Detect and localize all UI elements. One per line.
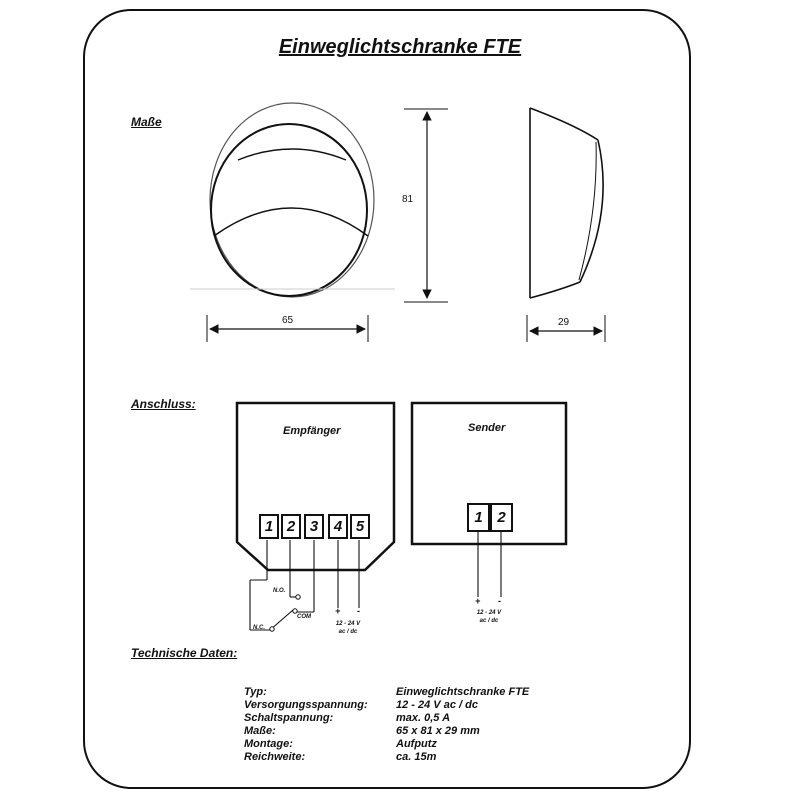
nc-contact-point	[270, 627, 274, 631]
spec-value-montage: Aufputz	[396, 738, 437, 750]
sender-label: Sender	[468, 422, 506, 434]
spec-key-reichweite: Reichweite:	[244, 751, 306, 763]
section-anschluss: Anschluss:	[131, 397, 196, 411]
spec-key-typ: Typ:	[244, 686, 267, 698]
spec-value-typ: Einweglichtschranke FTE	[396, 686, 530, 698]
document-title: Einweglichtschranke FTE	[278, 36, 522, 58]
spec-key-masse: Maße:	[244, 725, 276, 737]
depth-value: 29	[558, 317, 570, 328]
section-masse: Maße	[131, 115, 162, 129]
spec-key-montage: Montage:	[244, 738, 293, 750]
com-contact-label: COM	[297, 614, 311, 620]
receiver-label: Empfänger	[283, 425, 341, 437]
sender-plus-label: +	[475, 596, 481, 606]
receiver-minus-label: -	[357, 606, 360, 616]
spec-key-schaltspannung: Schaltspannung:	[244, 712, 334, 724]
receiver-plus-label: +	[335, 606, 341, 616]
sender-minus-label: -	[498, 596, 501, 606]
spec-value-schaltspannung: max. 0,5 A	[396, 712, 451, 724]
sender-supply-voltage: 12 - 24 V	[476, 610, 502, 616]
sender-terminal-1: 1	[467, 503, 490, 532]
width-value: 65	[282, 315, 294, 326]
receiver-terminal-3: 3	[304, 514, 324, 539]
receiver-terminal-2: 2	[281, 514, 301, 539]
com-contact-point	[293, 609, 297, 613]
section-technische-daten: Technische Daten:	[131, 646, 238, 660]
no-contact-label: N.O.	[273, 588, 286, 594]
no-contact-point	[296, 595, 300, 599]
spec-value-masse: 65 x 81 x 29 mm	[396, 725, 480, 737]
receiver-terminal-1: 1	[259, 514, 279, 539]
spec-key-versorgung: Versorgungsspannung:	[244, 699, 368, 711]
height-value: 81	[402, 194, 414, 205]
receiver-terminal-5: 5	[350, 514, 370, 539]
device-side-view	[530, 108, 603, 298]
height-dimension-line	[404, 109, 448, 302]
spec-value-reichweite: ca. 15m	[396, 751, 437, 763]
receiver-supply-type: ac / dc	[338, 629, 358, 635]
sender-terminal-2: 2	[490, 503, 513, 532]
sender-supply-type: ac / dc	[479, 618, 499, 624]
device-front-view	[190, 103, 395, 297]
sender-wiring	[478, 532, 501, 597]
nc-contact-label: N.C.	[253, 625, 265, 631]
spec-value-versorgung: 12 - 24 V ac / dc	[396, 699, 478, 711]
receiver-terminal-4: 4	[328, 514, 348, 539]
receiver-supply-voltage: 12 - 24 V	[335, 621, 361, 627]
